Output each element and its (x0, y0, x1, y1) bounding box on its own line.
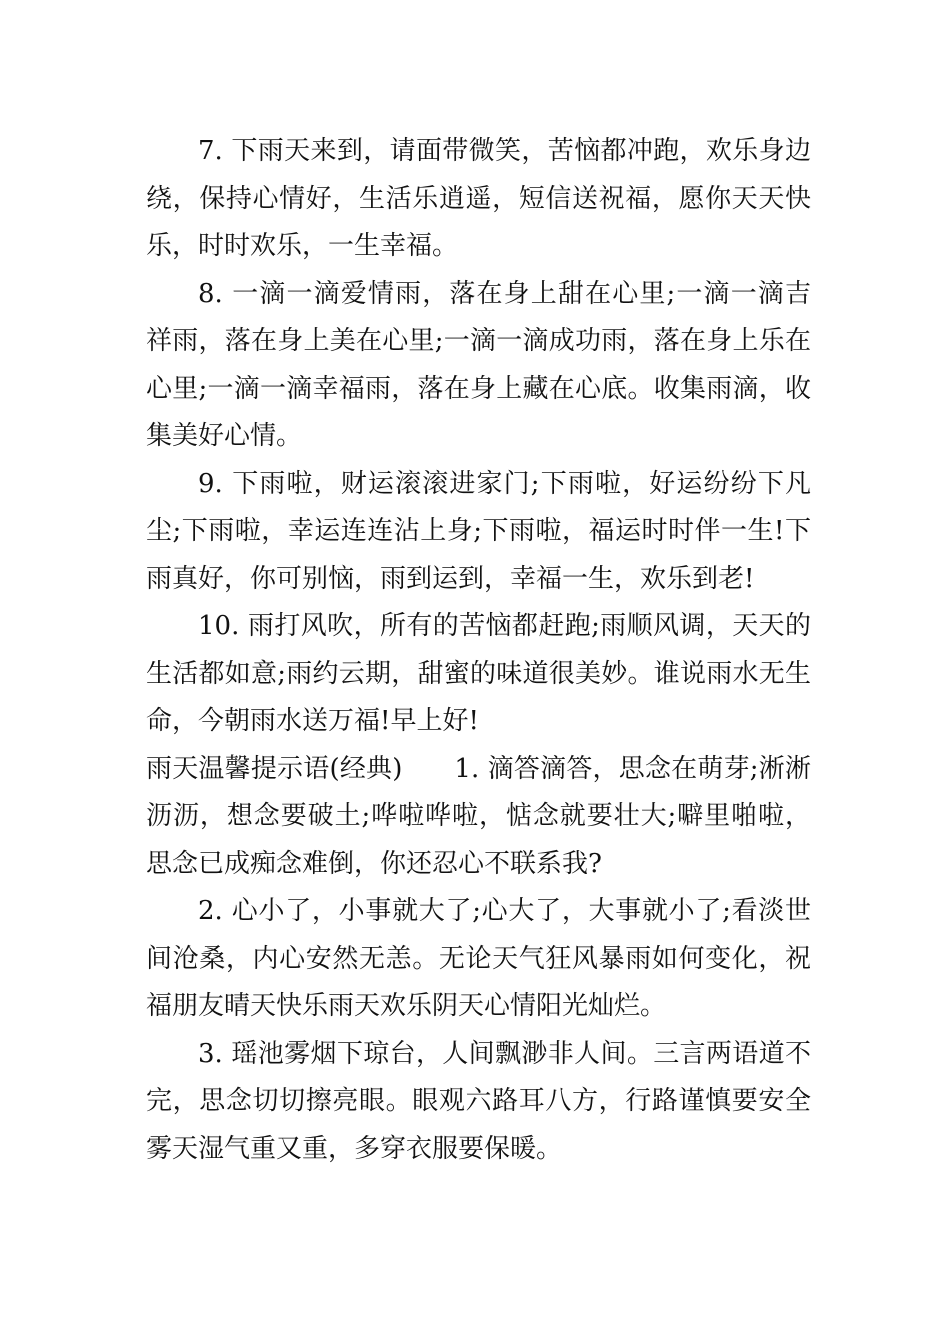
paragraph-9: 9. 下雨啦，财运滚滚进家门;下雨啦，好运纷纷下凡尘;下雨啦，幸运连连沾上身;下雨啦，福运时时伴一生!下雨真好，你可别恼，雨到运到，幸福一生，欢乐到老! (146, 468, 811, 594)
section-paragraph-1: 1. 滴答滴答，思念在萌芽;淅淅沥沥，想念要破土;哗啦哗啦，惦念就要壮大;噼里啪啦，思念已成痴念难倒，你还忍心不联系我? (146, 753, 811, 879)
section-title: 雨天温馨提示语(经典) (146, 753, 403, 784)
section-heading-paragraph (146, 746, 811, 889)
section-paragraph-2: 2. 心小了，小事就大了;心大了，大事就小了;看淡世间沧桑，内心安然无恙。无论天气狂风暴雨如何变化，祝福朋友晴天快乐雨天欢乐阴天心情阳光灿烂。 (146, 896, 811, 1021)
paragraph-10: 10. 雨打风吹，所有的苦恼都赶跑;雨顺风调，天天的生活都如意;雨约云期，甜蜜的味道很美妙。谁说雨水无生命，今朝雨水送万福!早上好! (146, 611, 811, 736)
paragraph-8: 8. 一滴一滴爱情雨，落在身上甜在心里;一滴一滴吉祥雨，落在身上美在心里;一滴一滴成功雨，落在身上乐在心里;一滴一滴幸福雨，落在身上藏在心底。收集雨滴，收集美好心情。 (146, 278, 811, 451)
document-body (146, 128, 811, 1173)
paragraph-7: 7. 下雨天来到，请面带微笑，苦恼都冲跑，欢乐身边绕，保持心情好，生活乐逍遥，短信送祝福，愿你天天快乐，时时欢乐，一生幸福。 (146, 136, 811, 261)
section-paragraph-3: 3. 瑶池雾烟下琼台，人间飘渺非人间。三言两语道不完，思念切切擦亮眼。眼观六路耳八方，行路谨慎要安全雾天湿气重又重，多穿衣服要保暖。 (146, 1038, 811, 1164)
